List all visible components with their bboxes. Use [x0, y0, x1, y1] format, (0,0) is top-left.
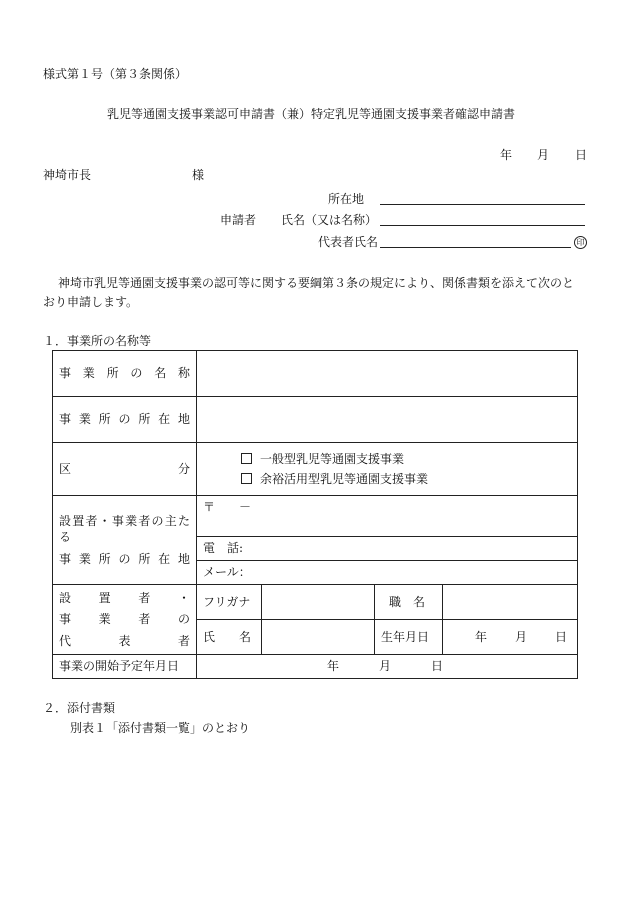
- body-text-line-1: 神埼市乳児等通園支援事業の認可等に関する要綱第３条の規定により、関係書類を添えて次のと: [58, 276, 575, 290]
- email-label: メール：: [203, 565, 251, 580]
- birth-month-label: 月: [515, 629, 528, 644]
- rep-label-1: 設置者・: [59, 591, 190, 606]
- facility-info-table: [52, 350, 578, 679]
- rep-name-label: 氏 名: [203, 629, 252, 644]
- rep-name-field[interactable]: [262, 620, 375, 655]
- furigana-label-cell: [197, 585, 262, 620]
- representative-label-cell: [53, 585, 197, 655]
- start-date-label: 事業の開始予定年月日: [59, 659, 180, 674]
- addressee-name: 神埼市長: [43, 168, 92, 182]
- option-surplus-label: 余裕活用型乳児等通園支援事業: [260, 471, 429, 486]
- seal-mark: 印: [574, 236, 587, 249]
- facility-address-label: 事業所の所在地: [59, 412, 190, 427]
- body-text-line-2: おり申請します。: [43, 295, 139, 309]
- applicant-address-label: 所在地: [328, 192, 365, 206]
- facility-address-field[interactable]: [197, 397, 578, 443]
- section-2-text: 別表１「添付書類一覧」のとおり: [70, 721, 251, 735]
- category-label-right: 分: [177, 461, 190, 476]
- category-options: [197, 443, 578, 496]
- start-day-label: 日: [431, 659, 444, 674]
- addressee-honorific: 様: [192, 168, 205, 182]
- representative-name-label: 代表者氏名: [318, 235, 379, 249]
- name-label-cell: [197, 620, 262, 655]
- birth-day-label: 日: [555, 629, 568, 644]
- category-label-cell: [53, 443, 197, 496]
- facility-name-label-cell: [53, 351, 197, 397]
- start-date-field[interactable]: [197, 655, 578, 679]
- form-number: 様式第１号（第３条関係）: [43, 67, 188, 81]
- facility-name-label: 事業所の名称: [59, 366, 190, 381]
- date-day-label: 日: [575, 148, 588, 162]
- birth-year-label: 年: [475, 629, 488, 644]
- applicant-address-line[interactable]: [380, 204, 585, 205]
- furigana-field[interactable]: [262, 585, 375, 620]
- rep-label-2: 事業者の: [59, 612, 190, 627]
- date-year-label: 年: [500, 148, 513, 162]
- birthdate-label: 生年月日: [381, 629, 430, 644]
- postal-mark: 〒 －: [203, 500, 252, 514]
- document-title: 乳児等通園支援事業認可申請書（兼）特定乳児等通園支援事業者確認申請書: [107, 107, 516, 121]
- section-2-heading: ２．添付書類: [43, 701, 116, 715]
- facility-address-label-cell: [53, 397, 197, 443]
- start-date-label-cell: [53, 655, 197, 679]
- position-label-cell: [375, 585, 443, 620]
- option-general-row[interactable]: [241, 451, 571, 467]
- position-field[interactable]: [443, 585, 578, 620]
- category-label-left: 区: [59, 461, 72, 476]
- checkbox-icon[interactable]: [241, 473, 252, 484]
- phone-label: 電 話:: [203, 541, 244, 556]
- postal-code-field[interactable]: [197, 496, 578, 537]
- start-year-label: 年: [327, 659, 340, 674]
- representative-name-line[interactable]: [380, 247, 571, 248]
- applicant-label: 申請者: [220, 213, 257, 227]
- section-1-heading: １．事業所の名称等: [43, 334, 152, 348]
- checkbox-icon[interactable]: [241, 453, 252, 464]
- birthdate-label-cell: [375, 620, 443, 655]
- operator-address-label-1: 設置者・事業者の主たる: [59, 513, 190, 544]
- applicant-name-line[interactable]: [380, 225, 585, 226]
- option-general-label: 一般型乳児等通園支援事業: [260, 452, 405, 467]
- start-month-label: 月: [379, 659, 392, 674]
- applicant-name-label: 氏名（又は名称）: [281, 213, 378, 227]
- facility-name-field[interactable]: [197, 351, 578, 397]
- date-month-label: 月: [537, 148, 550, 162]
- operator-address-label-2: 事業所の所在地: [59, 552, 190, 567]
- birthdate-field[interactable]: [443, 620, 578, 655]
- phone-field[interactable]: [197, 537, 578, 561]
- option-surplus-row[interactable]: [241, 471, 571, 487]
- operator-address-label-cell: [53, 496, 197, 585]
- email-field[interactable]: [197, 561, 578, 585]
- rep-label-3: 代表者: [59, 633, 190, 648]
- furigana-label: フリガナ: [203, 594, 251, 609]
- position-label: 職 名: [389, 594, 426, 609]
